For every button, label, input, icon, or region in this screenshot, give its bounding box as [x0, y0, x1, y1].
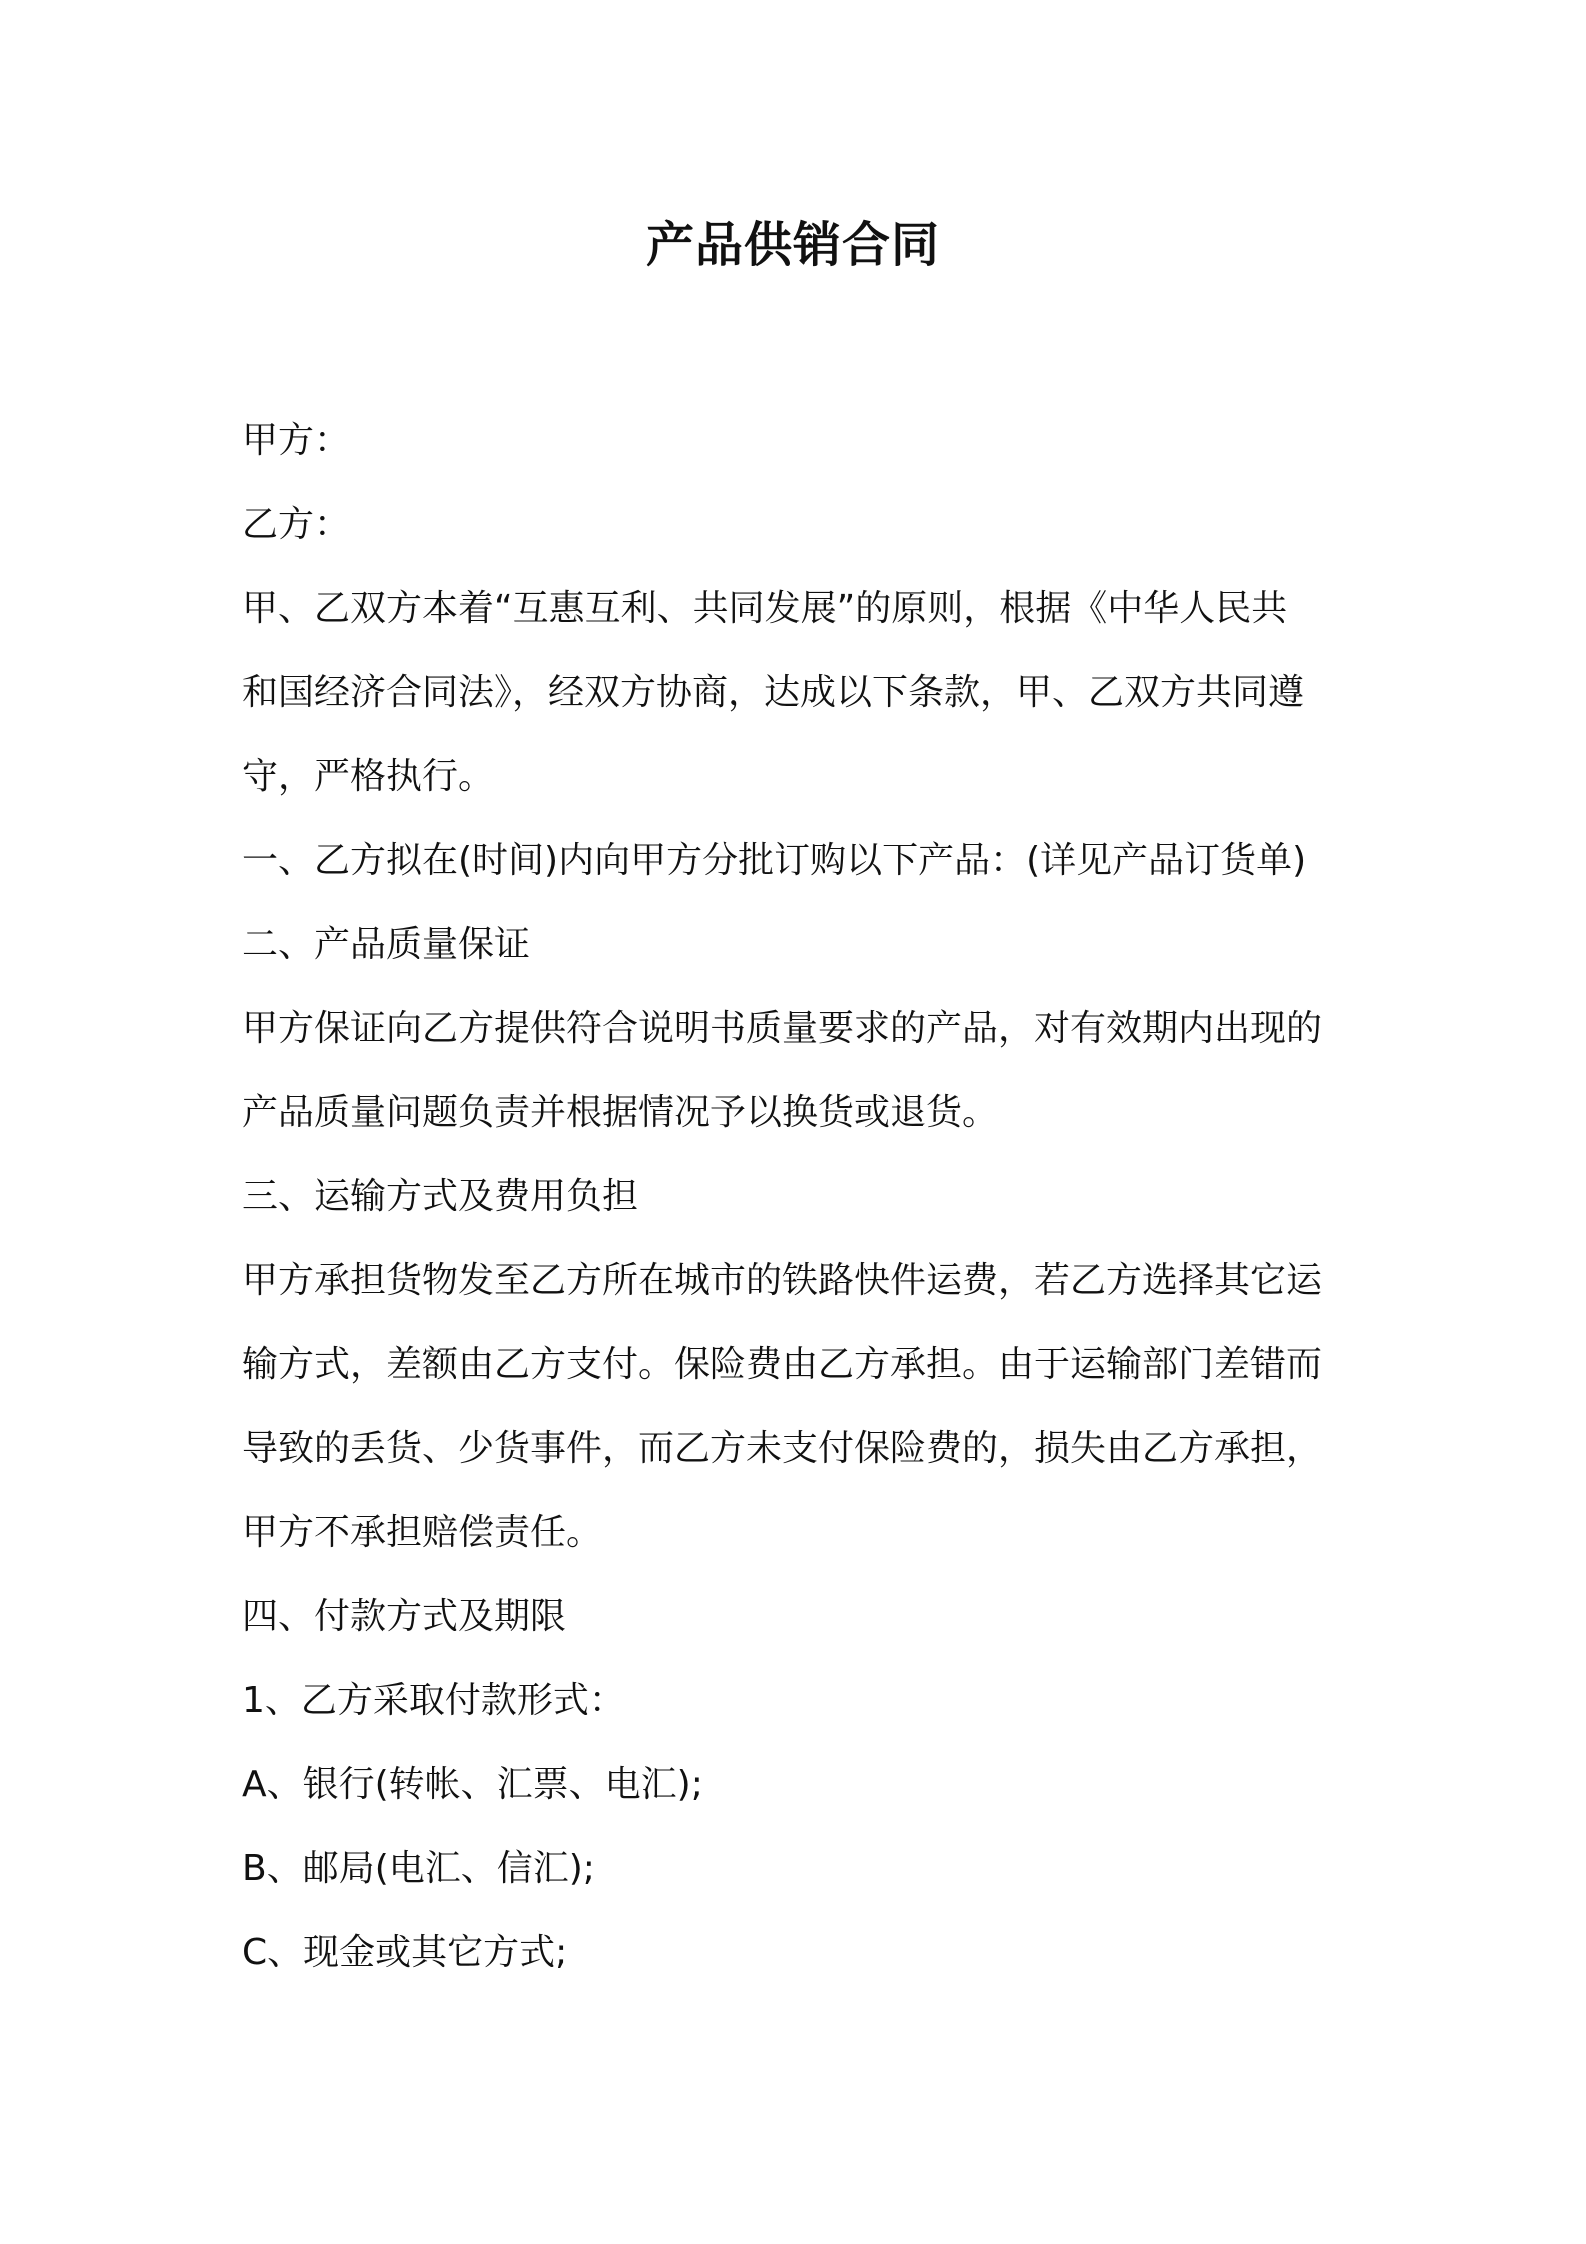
payment-form-line: 1、乙方采取付款形式： [242, 1680, 625, 1721]
clause-4-heading: 四、付款方式及期限 [242, 1596, 567, 1637]
party-a-line: 甲方： [242, 420, 351, 461]
preamble-line-3: 守，严格执行。 [242, 756, 495, 797]
clause-3-heading: 三、运输方式及费用负担 [242, 1176, 639, 1217]
document-title: 产品供销合同 [645, 217, 940, 273]
preamble-line-1: 甲、乙双方本着“互惠互利、共同发展”的原则，根据《中华人民共 [242, 588, 1288, 629]
clause-2-text-line-2: 产品质量问题负责并根据情况予以换货或退货。 [242, 1092, 999, 1133]
preamble-line-2: 和国经济合同法》，经双方协商，达成以下条款，甲、乙双方共同遵 [242, 672, 1305, 713]
payment-option-b: B、邮局(电汇、信汇); [242, 1848, 595, 1889]
clause-3-text-line-3: 导致的丢货、少货事件，而乙方未支付保险费的，损失由乙方承担， [242, 1428, 1323, 1469]
contract-body [242, 399, 1352, 1995]
clause-3-text-line-4: 甲方不承担赔偿责任。 [242, 1512, 603, 1553]
clause-3-text-line-2: 输方式，差额由乙方支付。保险费由乙方承担。由于运输部门差错而 [242, 1344, 1323, 1385]
clause-2-text-line-1: 甲方保证向乙方提供符合说明书质量要求的产品，对有效期内出现的 [242, 1008, 1323, 1049]
clause-2-heading: 二、产品质量保证 [242, 924, 531, 965]
clause-3-text-line-1: 甲方承担货物发至乙方所在城市的铁路快件运费，若乙方选择其它运 [242, 1260, 1323, 1301]
party-b-line: 乙方： [242, 504, 351, 545]
payment-option-c: C、现金或其它方式; [242, 1932, 568, 1973]
clause-1-line: 一、乙方拟在(时间)内向甲方分批订购以下产品：(详见产品订货单) [242, 840, 1307, 881]
payment-option-a: A、银行(转帐、汇票、电汇); [242, 1764, 703, 1805]
